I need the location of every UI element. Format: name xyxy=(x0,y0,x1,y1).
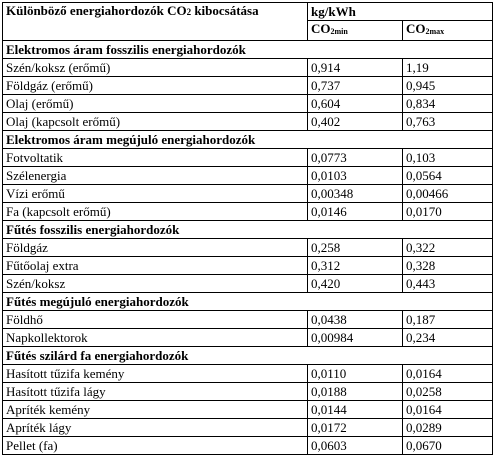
co2-max-cell: 0,0258 xyxy=(403,383,493,401)
energy-source-cell: Fa (kapcsolt erőmű) xyxy=(3,203,308,221)
co2-min-header xyxy=(308,21,403,41)
co2-min-header-sub: 2min xyxy=(330,27,348,36)
section-row xyxy=(3,221,493,239)
section-row xyxy=(3,293,493,311)
co2-min-cell: 0,00348 xyxy=(308,185,403,203)
co2-max-cell: 0,187 xyxy=(403,311,493,329)
unit-header: kg/kWh xyxy=(308,3,493,21)
table-row xyxy=(3,311,493,329)
co2-max-cell: 1,19 xyxy=(403,59,493,77)
co2-max-cell: 0,0164 xyxy=(403,365,493,383)
table-title xyxy=(3,3,308,41)
co2-min-cell: 0,0438 xyxy=(308,311,403,329)
section-title: Fűtés megújuló energiahordozók xyxy=(3,293,493,311)
co2-min-cell: 0,604 xyxy=(308,95,403,113)
co2-max-header-pre: CO xyxy=(406,21,426,36)
section-title: Elektromos áram fosszilis energiahordozók xyxy=(3,41,493,59)
energy-source-cell: Földgáz xyxy=(3,239,308,257)
energy-source-cell: Szélenergia xyxy=(3,167,308,185)
energy-source-cell: Szén/koksz (erőmű) xyxy=(3,59,308,77)
section-title: Elektromos áram megújuló energiahordozók xyxy=(3,131,493,149)
table-row xyxy=(3,383,493,401)
co2-max-cell: 0,103 xyxy=(403,149,493,167)
energy-source-cell: Olaj (kapcsolt erőmű) xyxy=(3,113,308,131)
energy-source-cell: Vízi erőmű xyxy=(3,185,308,203)
table-row xyxy=(3,365,493,383)
emission-table xyxy=(2,2,493,455)
table-row xyxy=(3,203,493,221)
co2-max-cell: 0,945 xyxy=(403,77,493,95)
table-row xyxy=(3,275,493,293)
table-title-sub: 2 xyxy=(186,7,192,17)
co2-min-cell: 0,402 xyxy=(308,113,403,131)
table-row xyxy=(3,185,493,203)
co2-min-cell: 0,420 xyxy=(308,275,403,293)
co2-max-cell: 0,443 xyxy=(403,275,493,293)
table-row xyxy=(3,77,493,95)
table-row xyxy=(3,149,493,167)
co2-min-header-pre: CO xyxy=(311,21,331,36)
co2-max-cell: 0,0564 xyxy=(403,167,493,185)
co2-max-cell: 0,00466 xyxy=(403,185,493,203)
energy-source-cell: Pellet (fa) xyxy=(3,437,308,455)
co2-max-cell: 0,328 xyxy=(403,257,493,275)
co2-max-header xyxy=(403,21,493,41)
co2-min-cell: 0,0103 xyxy=(308,167,403,185)
section-row xyxy=(3,131,493,149)
co2-min-cell: 0,0603 xyxy=(308,437,403,455)
energy-source-cell: Hasított tűzifa lágy xyxy=(3,383,308,401)
co2-min-cell: 0,737 xyxy=(308,77,403,95)
energy-source-cell: Földgáz (erőmű) xyxy=(3,77,308,95)
table-row xyxy=(3,257,493,275)
table-title-pre: Különböző energiahordozók CO xyxy=(6,3,187,18)
co2-min-cell: 0,0110 xyxy=(308,365,403,383)
co2-max-cell: 0,234 xyxy=(403,329,493,347)
table-row xyxy=(3,239,493,257)
co2-min-cell: 0,258 xyxy=(308,239,403,257)
co2-max-cell: 0,0670 xyxy=(403,437,493,455)
energy-source-cell: Hasított tűzifa kemény xyxy=(3,365,308,383)
table-row xyxy=(3,329,493,347)
co2-min-cell: 0,914 xyxy=(308,59,403,77)
table-row xyxy=(3,419,493,437)
co2-min-cell: 0,0172 xyxy=(308,419,403,437)
co2-max-cell: 0,0170 xyxy=(403,203,493,221)
co2-min-cell: 0,312 xyxy=(308,257,403,275)
energy-source-cell: Olaj (erőmű) xyxy=(3,95,308,113)
energy-source-cell: Földhő xyxy=(3,311,308,329)
table-row xyxy=(3,95,493,113)
section-row xyxy=(3,41,493,59)
energy-source-cell: Apríték lágy xyxy=(3,419,308,437)
co2-max-cell: 0,763 xyxy=(403,113,493,131)
table-title-post: kibocsátása xyxy=(191,3,259,18)
co2-max-cell: 0,0164 xyxy=(403,401,493,419)
co2-min-cell: 0,0146 xyxy=(308,203,403,221)
section-title: Fűtés fosszilis energiahordozók xyxy=(3,221,493,239)
co2-max-cell: 0,834 xyxy=(403,95,493,113)
section-row xyxy=(3,347,493,365)
co2-min-cell: 0,0773 xyxy=(308,149,403,167)
table-row xyxy=(3,167,493,185)
co2-min-cell: 0,0144 xyxy=(308,401,403,419)
section-title: Fűtés szilárd fa energiahordozók xyxy=(3,347,493,365)
energy-source-cell: Napkollektorok xyxy=(3,329,308,347)
table-row xyxy=(3,437,493,455)
emission-table-body xyxy=(3,3,493,455)
energy-source-cell: Fűtőolaj extra xyxy=(3,257,308,275)
header-row xyxy=(3,3,493,21)
table-row xyxy=(3,401,493,419)
energy-source-cell: Szén/koksz xyxy=(3,275,308,293)
energy-source-cell: Apríték kemény xyxy=(3,401,308,419)
co2-min-cell: 0,0188 xyxy=(308,383,403,401)
energy-source-cell: Fotvoltatik xyxy=(3,149,308,167)
co2-max-header-sub: 2max xyxy=(425,27,445,36)
co2-min-cell: 0,00984 xyxy=(308,329,403,347)
co2-max-cell: 0,0289 xyxy=(403,419,493,437)
table-row xyxy=(3,59,493,77)
table-row xyxy=(3,113,493,131)
co2-max-cell: 0,322 xyxy=(403,239,493,257)
